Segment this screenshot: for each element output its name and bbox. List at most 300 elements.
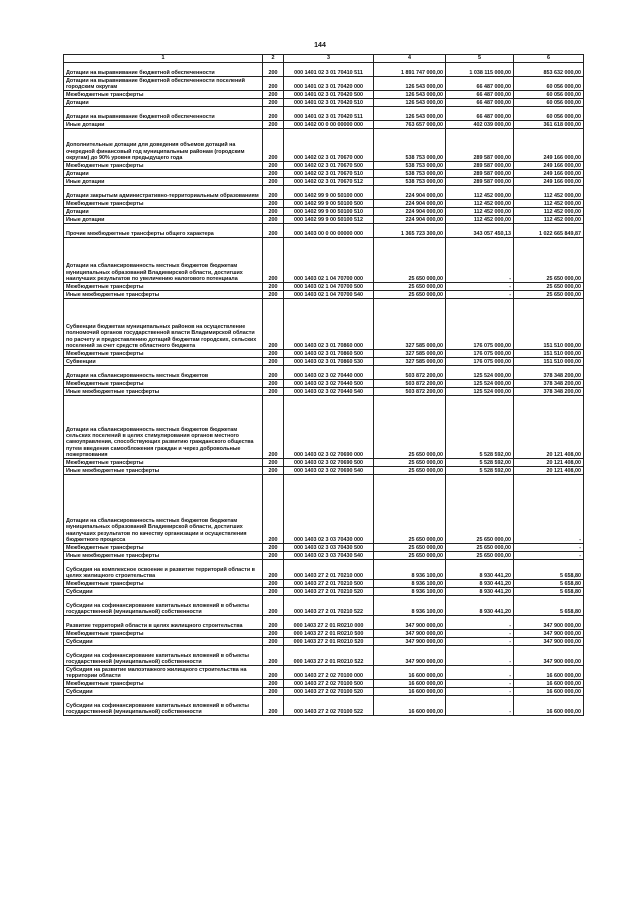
row-approved-cell: 327 585 000,00 <box>374 358 446 366</box>
row-name-cell: Субсидии <box>64 688 263 696</box>
row-unexecuted-cell: 16 600 000,00 <box>514 680 584 688</box>
row-unexecuted-cell: - <box>514 544 584 552</box>
row-executed-cell: 66 487 000,00 <box>446 91 514 99</box>
row-approved-cell: 126 543 000,00 <box>374 99 446 107</box>
table-row <box>64 224 584 238</box>
row-executed-cell: - <box>446 688 514 696</box>
row-line-code-cell: 200 <box>263 107 284 121</box>
row-classification-code-cell: 000 1403 02 1 04 70700 500 <box>284 283 374 291</box>
row-unexecuted-cell: 347 900 000,00 <box>514 630 584 638</box>
row-classification-code-cell: 000 1402 99 9 00 50100 500 <box>284 200 374 208</box>
row-classification-code-cell: 000 1402 02 3 01 70670 512 <box>284 178 374 186</box>
row-approved-cell: 538 753 000,00 <box>374 162 446 170</box>
row-line-code-cell: 200 <box>263 475 284 544</box>
row-name-cell: Субвенции <box>64 358 263 366</box>
row-name-cell: Межбюджетные трансферты <box>64 630 263 638</box>
row-approved-cell: 763 657 000,00 <box>374 121 446 129</box>
row-executed-cell: 176 075 000,00 <box>446 299 514 350</box>
row-classification-code-cell: 000 1403 02 1 04 70700 540 <box>284 291 374 299</box>
row-name-cell: Межбюджетные трансферты <box>64 544 263 552</box>
table-row <box>64 646 584 666</box>
row-name-cell: Субсидии <box>64 588 263 596</box>
row-approved-cell: 16 600 000,00 <box>374 680 446 688</box>
row-approved-cell: 25 650 000,00 <box>374 283 446 291</box>
row-approved-cell: 8 936 100,00 <box>374 580 446 588</box>
row-unexecuted-cell: 5 658,80 <box>514 588 584 596</box>
row-unexecuted-cell: 60 056 000,00 <box>514 107 584 121</box>
row-classification-code-cell: 000 1403 02 3 02 70690 000 <box>284 396 374 459</box>
row-classification-code-cell: 000 1403 27 2 02 70100 000 <box>284 666 374 680</box>
row-line-code-cell: 200 <box>263 91 284 99</box>
header-cell-unexecuted: 6 <box>514 55 584 63</box>
row-unexecuted-cell: 378 348 200,00 <box>514 366 584 380</box>
row-classification-code-cell: 000 1401 02 3 01 70420 510 <box>284 99 374 107</box>
row-unexecuted-cell: 112 452 000,00 <box>514 186 584 200</box>
row-unexecuted-cell: 112 452 000,00 <box>514 216 584 224</box>
row-line-code-cell: 200 <box>263 186 284 200</box>
row-unexecuted-cell: 25 650 000,00 <box>514 283 584 291</box>
row-executed-cell: 402 039 000,00 <box>446 121 514 129</box>
row-executed-cell: - <box>446 238 514 283</box>
row-classification-code-cell: 000 1403 02 1 04 70700 000 <box>284 238 374 283</box>
row-name-cell: Межбюджетные трансферты <box>64 459 263 467</box>
table-row <box>64 283 584 291</box>
row-name-cell: Межбюджетные трансферты <box>64 91 263 99</box>
row-executed-cell: - <box>446 630 514 638</box>
row-line-code-cell: 200 <box>263 358 284 366</box>
row-unexecuted-cell: 112 452 000,00 <box>514 208 584 216</box>
row-classification-code-cell: 000 1402 99 9 00 50100 512 <box>284 216 374 224</box>
row-approved-cell: 25 650 000,00 <box>374 475 446 544</box>
row-executed-cell: 25 650 000,00 <box>446 475 514 544</box>
row-executed-cell: 112 452 000,00 <box>446 208 514 216</box>
row-line-code-cell: 200 <box>263 121 284 129</box>
row-classification-code-cell: 000 1403 27 2 01 70210 000 <box>284 560 374 580</box>
table-body <box>64 63 584 716</box>
row-classification-code-cell: 000 1403 00 0 00 00000 000 <box>284 224 374 238</box>
row-approved-cell: 224 904 000,00 <box>374 186 446 200</box>
table-row <box>64 475 584 544</box>
row-approved-cell: 8 936 100,00 <box>374 596 446 616</box>
table-row <box>64 467 584 475</box>
table-row <box>64 688 584 696</box>
row-executed-cell: 125 524 000,00 <box>446 380 514 388</box>
row-executed-cell: 289 587 000,00 <box>446 129 514 162</box>
table-row <box>64 162 584 170</box>
row-approved-cell: 25 650 000,00 <box>374 459 446 467</box>
table-row <box>64 552 584 560</box>
header-cell-name: 1 <box>64 55 263 63</box>
row-executed-cell: - <box>446 291 514 299</box>
row-executed-cell: - <box>446 646 514 666</box>
row-classification-code-cell: 000 1401 02 3 01 70420 511 <box>284 107 374 121</box>
row-line-code-cell: 200 <box>263 544 284 552</box>
row-line-code-cell: 200 <box>263 459 284 467</box>
row-classification-code-cell: 000 1402 00 0 00 00000 000 <box>284 121 374 129</box>
row-line-code-cell: 200 <box>263 380 284 388</box>
row-classification-code-cell: 000 1401 02 3 01 70420 500 <box>284 91 374 99</box>
row-approved-cell: 25 650 000,00 <box>374 467 446 475</box>
table-row <box>64 129 584 162</box>
row-line-code-cell: 200 <box>263 224 284 238</box>
page-number: 144 <box>314 42 326 49</box>
row-approved-cell: 327 585 000,00 <box>374 299 446 350</box>
row-unexecuted-cell: 5 658,80 <box>514 560 584 580</box>
row-name-cell: Субсидии <box>64 638 263 646</box>
row-name-cell: Иные дотации <box>64 178 263 186</box>
row-classification-code-cell: 000 1403 27 2 02 70100 522 <box>284 696 374 716</box>
row-classification-code-cell: 000 1403 27 2 01 70210 522 <box>284 596 374 616</box>
row-name-cell: Субвенции бюджетам муниципальных районов на осуществление полномочий органов государственной власти Владимирской области по расчету и предоставлению дотаций бюджетам городских, сельских поселений за счет средств областного бюджета <box>64 299 263 350</box>
row-line-code-cell: 200 <box>263 596 284 616</box>
budget-table <box>63 54 584 716</box>
row-executed-cell: 125 524 000,00 <box>446 388 514 396</box>
row-approved-cell: 25 650 000,00 <box>374 291 446 299</box>
row-approved-cell: 126 543 000,00 <box>374 91 446 99</box>
row-approved-cell: 16 600 000,00 <box>374 696 446 716</box>
row-classification-code-cell: 000 1403 27 2 01 70210 520 <box>284 588 374 596</box>
row-unexecuted-cell: 5 658,80 <box>514 596 584 616</box>
row-name-cell: Межбюджетные трансферты <box>64 200 263 208</box>
row-executed-cell: 5 528 592,00 <box>446 396 514 459</box>
row-name-cell: Субсидия на комплексное освоение и развитие территорий области в целях жилищного строительства <box>64 560 263 580</box>
row-approved-cell: 347 900 000,00 <box>374 616 446 630</box>
row-classification-code-cell: 000 1401 02 3 01 70410 511 <box>284 63 374 77</box>
row-classification-code-cell: 000 1403 27 2 01 R0210 500 <box>284 630 374 638</box>
row-unexecuted-cell: 16 600 000,00 <box>514 696 584 716</box>
table-row <box>64 291 584 299</box>
row-approved-cell: 8 936 100,00 <box>374 560 446 580</box>
row-unexecuted-cell: 25 650 000,00 <box>514 291 584 299</box>
row-classification-code-cell: 000 1403 02 3 03 70430 540 <box>284 552 374 560</box>
row-approved-cell: 25 650 000,00 <box>374 396 446 459</box>
row-line-code-cell: 200 <box>263 238 284 283</box>
row-executed-cell: - <box>446 696 514 716</box>
row-executed-cell: 112 452 000,00 <box>446 186 514 200</box>
row-line-code-cell: 200 <box>263 467 284 475</box>
row-approved-cell: 538 753 000,00 <box>374 178 446 186</box>
row-executed-cell: 66 487 000,00 <box>446 107 514 121</box>
row-line-code-cell: 200 <box>263 200 284 208</box>
row-unexecuted-cell: 5 658,80 <box>514 580 584 588</box>
row-approved-cell: 1 365 723 300,00 <box>374 224 446 238</box>
row-executed-cell: 25 650 000,00 <box>446 544 514 552</box>
row-unexecuted-cell: 20 121 408,00 <box>514 396 584 459</box>
row-executed-cell: 343 057 450,13 <box>446 224 514 238</box>
row-name-cell: Дополнительные дотации для доведения объемов дотаций на очередной финансовый год муниципальным районам (городским округам) до 90% уровня предыдущего года <box>64 129 263 162</box>
row-approved-cell: 347 900 000,00 <box>374 638 446 646</box>
row-classification-code-cell: 000 1403 27 2 01 70210 500 <box>284 580 374 588</box>
row-name-cell: Субсидии на софинансирование капитальных вложений в объекты государственной (муниципальной) собственности <box>64 596 263 616</box>
row-name-cell: Иные дотации <box>64 216 263 224</box>
row-classification-code-cell: 000 1401 02 3 01 70420 000 <box>284 77 374 91</box>
row-unexecuted-cell: 378 348 200,00 <box>514 380 584 388</box>
row-unexecuted-cell: 249 166 000,00 <box>514 129 584 162</box>
row-line-code-cell: 200 <box>263 646 284 666</box>
row-line-code-cell: 200 <box>263 588 284 596</box>
table-row <box>64 63 584 77</box>
header-cell-classification-code: 3 <box>284 55 374 63</box>
row-executed-cell: 66 487 000,00 <box>446 77 514 91</box>
table-row <box>64 170 584 178</box>
table-row <box>64 208 584 216</box>
row-line-code-cell: 200 <box>263 77 284 91</box>
row-name-cell: Дотации закрытым административно-территориальным образованиям <box>64 186 263 200</box>
row-approved-cell: 16 600 000,00 <box>374 666 446 680</box>
row-executed-cell: - <box>446 638 514 646</box>
row-unexecuted-cell: 60 056 000,00 <box>514 77 584 91</box>
row-unexecuted-cell: 25 650 000,00 <box>514 238 584 283</box>
row-classification-code-cell: 000 1403 02 3 03 70430 000 <box>284 475 374 544</box>
row-unexecuted-cell: 20 121 408,00 <box>514 467 584 475</box>
header-cell-approved: 4 <box>374 55 446 63</box>
table-row <box>64 107 584 121</box>
table-row <box>64 366 584 380</box>
row-unexecuted-cell: 853 632 000,00 <box>514 63 584 77</box>
row-executed-cell: 5 528 592,00 <box>446 459 514 467</box>
row-name-cell: Межбюджетные трансферты <box>64 380 263 388</box>
row-name-cell: Дотации на сбалансированность местных бюджетов бюджетам муниципальных образований Владимирской области, достигших наилучших результатов по увеличению налогового потенциала <box>64 238 263 283</box>
row-unexecuted-cell: 347 900 000,00 <box>514 638 584 646</box>
table-row <box>64 388 584 396</box>
row-name-cell: Дотации <box>64 208 263 216</box>
row-classification-code-cell: 000 1403 27 2 02 70100 520 <box>284 688 374 696</box>
table-row <box>64 358 584 366</box>
row-executed-cell: 8 930 441,20 <box>446 596 514 616</box>
table-row <box>64 77 584 91</box>
row-line-code-cell: 200 <box>263 350 284 358</box>
table-row <box>64 91 584 99</box>
row-executed-cell: 8 930 441,20 <box>446 580 514 588</box>
table-row <box>64 666 584 680</box>
row-name-cell: Дотации на сбалансированность местных бюджетов бюджетам сельских поселений в целях стимулирования органов местного самоуправления, способствующих развитию гражданского общества путем введения самообложения граждан и через добровольные пожертвования <box>64 396 263 459</box>
row-name-cell: Межбюджетные трансферты <box>64 283 263 291</box>
table-row <box>64 186 584 200</box>
row-executed-cell: 176 075 000,00 <box>446 350 514 358</box>
row-unexecuted-cell: 112 452 000,00 <box>514 200 584 208</box>
row-approved-cell: 1 891 747 000,00 <box>374 63 446 77</box>
row-unexecuted-cell: - <box>514 552 584 560</box>
row-executed-cell: - <box>446 680 514 688</box>
row-executed-cell: 66 487 000,00 <box>446 99 514 107</box>
row-unexecuted-cell: 1 022 665 849,87 <box>514 224 584 238</box>
table-row <box>64 299 584 350</box>
row-name-cell: Дотации на выравнивание бюджетной обеспеченности <box>64 63 263 77</box>
row-approved-cell: 538 753 000,00 <box>374 129 446 162</box>
row-unexecuted-cell: 347 900 000,00 <box>514 646 584 666</box>
row-approved-cell: 503 872 200,00 <box>374 388 446 396</box>
table-row <box>64 630 584 638</box>
row-name-cell: Дотации <box>64 170 263 178</box>
row-approved-cell: 224 904 000,00 <box>374 208 446 216</box>
row-executed-cell: 176 075 000,00 <box>446 358 514 366</box>
row-line-code-cell: 200 <box>263 162 284 170</box>
row-classification-code-cell: 000 1403 02 3 03 70430 500 <box>284 544 374 552</box>
row-line-code-cell: 200 <box>263 129 284 162</box>
row-line-code-cell: 200 <box>263 560 284 580</box>
row-name-cell: Дотации на сбалансированность местных бюджетов <box>64 366 263 380</box>
row-executed-cell: 8 930 441,20 <box>446 560 514 580</box>
table-row <box>64 350 584 358</box>
table-row <box>64 396 584 459</box>
row-classification-code-cell: 000 1403 02 3 01 70860 500 <box>284 350 374 358</box>
row-name-cell: Иные дотации <box>64 121 263 129</box>
table-row <box>64 99 584 107</box>
row-executed-cell: - <box>446 616 514 630</box>
row-unexecuted-cell: 249 166 000,00 <box>514 162 584 170</box>
row-name-cell: Дотации на выравнивание бюджетной обеспеченности поселений городским округам <box>64 77 263 91</box>
row-classification-code-cell: 000 1403 02 3 02 70440 540 <box>284 388 374 396</box>
row-line-code-cell: 200 <box>263 680 284 688</box>
row-line-code-cell: 200 <box>263 216 284 224</box>
row-executed-cell: 25 650 000,00 <box>446 552 514 560</box>
row-executed-cell: 289 587 000,00 <box>446 178 514 186</box>
row-executed-cell: 125 524 000,00 <box>446 366 514 380</box>
row-unexecuted-cell: 347 900 000,00 <box>514 616 584 630</box>
row-approved-cell: 224 904 000,00 <box>374 200 446 208</box>
row-classification-code-cell: 000 1403 02 3 02 70690 540 <box>284 467 374 475</box>
table-row <box>64 560 584 580</box>
row-executed-cell: - <box>446 666 514 680</box>
row-classification-code-cell: 000 1403 27 2 01 R0210 520 <box>284 638 374 646</box>
row-classification-code-cell: 000 1403 02 3 02 70440 000 <box>284 366 374 380</box>
table-row <box>64 200 584 208</box>
row-classification-code-cell: 000 1403 27 2 01 R0210 000 <box>284 616 374 630</box>
row-approved-cell: 224 904 000,00 <box>374 216 446 224</box>
row-unexecuted-cell: 378 348 200,00 <box>514 388 584 396</box>
row-classification-code-cell: 000 1403 02 3 01 70860 530 <box>284 358 374 366</box>
row-approved-cell: 538 753 000,00 <box>374 170 446 178</box>
row-unexecuted-cell: 16 600 000,00 <box>514 688 584 696</box>
row-name-cell: Межбюджетные трансферты <box>64 680 263 688</box>
row-name-cell: Иные межбюджетные трансферты <box>64 467 263 475</box>
row-line-code-cell: 200 <box>263 616 284 630</box>
table-row <box>64 544 584 552</box>
row-classification-code-cell: 000 1402 02 3 01 70670 510 <box>284 170 374 178</box>
row-unexecuted-cell: 249 166 000,00 <box>514 170 584 178</box>
row-line-code-cell: 200 <box>263 208 284 216</box>
row-line-code-cell: 200 <box>263 580 284 588</box>
row-executed-cell: 5 528 592,00 <box>446 467 514 475</box>
table-row <box>64 178 584 186</box>
row-approved-cell: 16 600 000,00 <box>374 688 446 696</box>
table-row <box>64 638 584 646</box>
table-row <box>64 380 584 388</box>
row-approved-cell: 347 900 000,00 <box>374 646 446 666</box>
table-row <box>64 616 584 630</box>
row-line-code-cell: 200 <box>263 638 284 646</box>
header-cell-line-code: 2 <box>263 55 284 63</box>
row-name-cell: Развитие территорий области в целях жилищного строительства <box>64 616 263 630</box>
row-approved-cell: 8 936 100,00 <box>374 588 446 596</box>
row-classification-code-cell: 000 1403 02 3 01 70860 000 <box>284 299 374 350</box>
row-approved-cell: 327 585 000,00 <box>374 350 446 358</box>
row-classification-code-cell: 000 1402 02 3 01 70670 500 <box>284 162 374 170</box>
row-unexecuted-cell: 16 600 000,00 <box>514 666 584 680</box>
row-name-cell: Прочие межбюджетные трансферты общего характера <box>64 224 263 238</box>
row-executed-cell: 1 038 115 000,00 <box>446 63 514 77</box>
row-classification-code-cell: 000 1403 02 3 02 70440 500 <box>284 380 374 388</box>
row-unexecuted-cell: - <box>514 475 584 544</box>
row-approved-cell: 126 543 000,00 <box>374 77 446 91</box>
row-approved-cell: 503 872 200,00 <box>374 380 446 388</box>
row-unexecuted-cell: 60 056 000,00 <box>514 99 584 107</box>
row-line-code-cell: 200 <box>263 291 284 299</box>
row-classification-code-cell: 000 1403 27 2 01 R0210 522 <box>284 646 374 666</box>
table-row <box>64 580 584 588</box>
row-line-code-cell: 200 <box>263 99 284 107</box>
row-line-code-cell: 200 <box>263 170 284 178</box>
row-approved-cell: 126 543 000,00 <box>374 107 446 121</box>
row-classification-code-cell: 000 1402 99 9 00 50100 510 <box>284 208 374 216</box>
row-line-code-cell: 200 <box>263 63 284 77</box>
row-approved-cell: 503 872 200,00 <box>374 366 446 380</box>
row-name-cell: Межбюджетные трансферты <box>64 162 263 170</box>
row-executed-cell: - <box>446 283 514 291</box>
row-name-cell: Межбюджетные трансферты <box>64 350 263 358</box>
row-executed-cell: 289 587 000,00 <box>446 162 514 170</box>
row-approved-cell: 347 900 000,00 <box>374 630 446 638</box>
table-row <box>64 696 584 716</box>
table-row <box>64 459 584 467</box>
row-line-code-cell: 200 <box>263 696 284 716</box>
table-row <box>64 596 584 616</box>
row-unexecuted-cell: 249 166 000,00 <box>514 178 584 186</box>
row-unexecuted-cell: 361 618 000,00 <box>514 121 584 129</box>
row-name-cell: Межбюджетные трансферты <box>64 580 263 588</box>
row-unexecuted-cell: 60 056 000,00 <box>514 91 584 99</box>
row-approved-cell: 25 650 000,00 <box>374 552 446 560</box>
row-executed-cell: 112 452 000,00 <box>446 216 514 224</box>
row-line-code-cell: 200 <box>263 552 284 560</box>
row-line-code-cell: 200 <box>263 299 284 350</box>
table-row <box>64 680 584 688</box>
row-classification-code-cell: 000 1403 02 3 02 70690 500 <box>284 459 374 467</box>
row-approved-cell: 25 650 000,00 <box>374 238 446 283</box>
row-line-code-cell: 200 <box>263 283 284 291</box>
row-classification-code-cell: 000 1402 02 3 01 70670 000 <box>284 129 374 162</box>
row-name-cell: Субсидия на развитие малоэтажного жилищного строительства на территории области <box>64 666 263 680</box>
row-name-cell: Иные межбюджетные трансферты <box>64 291 263 299</box>
row-unexecuted-cell: 151 510 000,00 <box>514 350 584 358</box>
row-name-cell: Дотации <box>64 99 263 107</box>
row-classification-code-cell: 000 1403 27 2 02 70100 500 <box>284 680 374 688</box>
row-name-cell: Дотации на выравнивание бюджетной обеспеченности <box>64 107 263 121</box>
table-row <box>64 588 584 596</box>
row-line-code-cell: 200 <box>263 366 284 380</box>
row-name-cell: Субсидии на софинансирование капитальных вложений в объекты государственной (муниципальной) собственности <box>64 696 263 716</box>
row-name-cell: Иные межбюджетные трансферты <box>64 388 263 396</box>
header-cell-executed: 5 <box>446 55 514 63</box>
row-classification-code-cell: 000 1402 99 9 00 50100 000 <box>284 186 374 200</box>
row-line-code-cell: 200 <box>263 666 284 680</box>
row-line-code-cell: 200 <box>263 630 284 638</box>
table-row <box>64 238 584 283</box>
row-name-cell: Субсидии на софинансирование капитальных вложений в объекты государственной (муниципальной) собственности <box>64 646 263 666</box>
row-line-code-cell: 200 <box>263 688 284 696</box>
row-executed-cell: 289 587 000,00 <box>446 170 514 178</box>
row-executed-cell: 8 930 441,20 <box>446 588 514 596</box>
table-row <box>64 121 584 129</box>
row-unexecuted-cell: 151 510 000,00 <box>514 299 584 350</box>
row-approved-cell: 25 650 000,00 <box>374 544 446 552</box>
row-executed-cell: 112 452 000,00 <box>446 200 514 208</box>
header-row <box>64 55 584 63</box>
table-row <box>64 216 584 224</box>
row-name-cell: Дотации на сбалансированность местных бюджетов бюджетам муниципальных образований Владимирской области, достигших наилучших результатов по качеству организации и осуществления бюджетного процесса <box>64 475 263 544</box>
row-line-code-cell: 200 <box>263 178 284 186</box>
row-line-code-cell: 200 <box>263 388 284 396</box>
